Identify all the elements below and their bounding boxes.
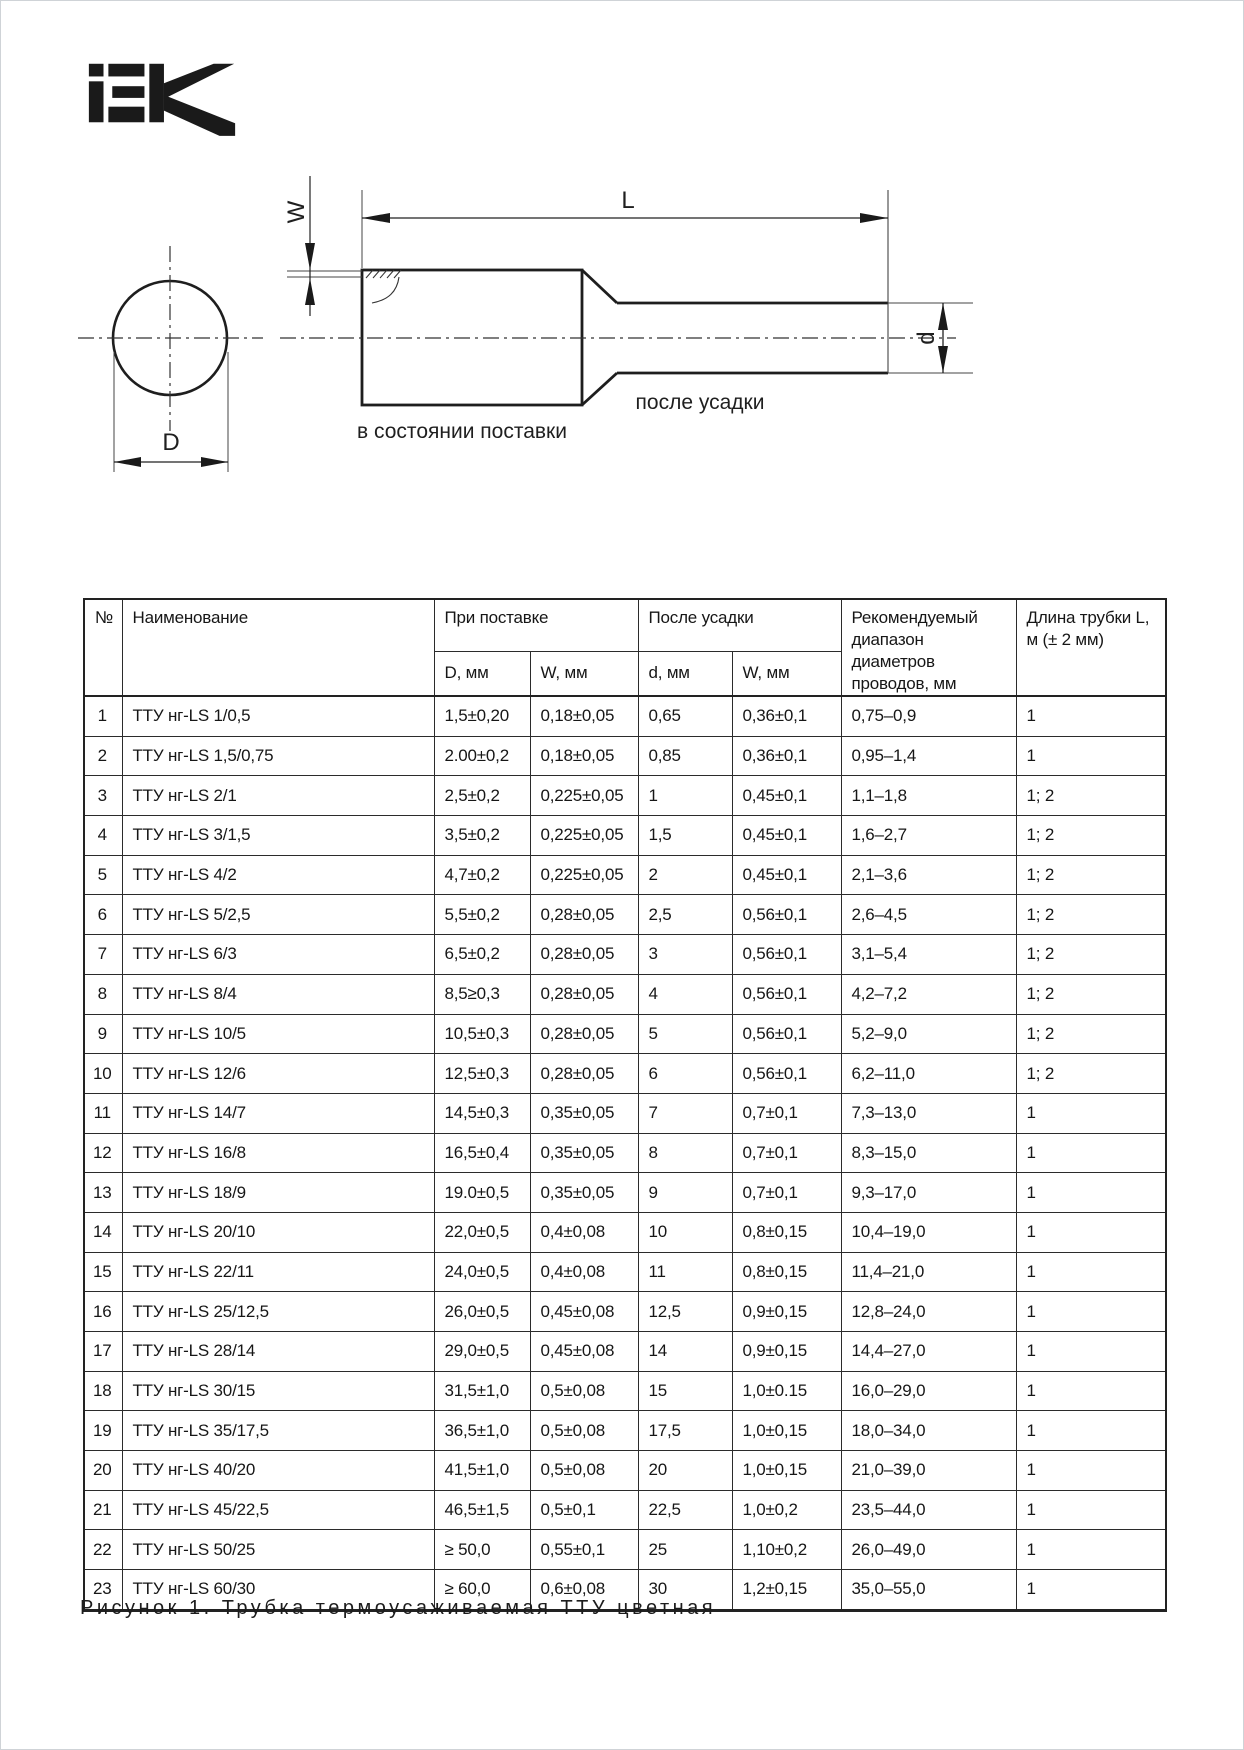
value-cell: 1 [1016,1212,1166,1252]
logo-k-lower-leg [164,95,235,136]
value-cell: 0,18±0,05 [530,736,638,776]
row-number: 12 [84,1133,122,1173]
table-row [84,1054,1166,1094]
value-cell: 1 [1016,736,1166,776]
value-cell: 0,7±0,1 [732,1173,841,1213]
row-number: 16 [84,1292,122,1332]
value-cell: 1 [1016,1490,1166,1530]
logo-e-top [108,64,144,77]
arrowhead [938,303,948,330]
value-cell: 5,2–9,0 [841,1014,1016,1054]
value-cell: 0,45±0,08 [530,1292,638,1332]
product-name: ТТУ нг-LS 30/15 [122,1371,434,1411]
header-range: Рекомендуемый диапазон диаметров проводов, мм [841,599,1016,696]
value-cell: 2 [638,855,732,895]
table-row [84,1490,1166,1530]
value-cell: 16,0–29,0 [841,1371,1016,1411]
value-cell: 26,0±0,5 [434,1292,530,1332]
product-name: ТТУ нг-LS 16/8 [122,1133,434,1173]
header-after-w: W, мм [732,651,841,696]
value-cell: 0,6±0,08 [530,1570,638,1611]
table-row [84,1252,1166,1292]
value-cell: 5 [638,1014,732,1054]
technical-drawing [0,140,1000,485]
value-cell: 23,5–44,0 [841,1490,1016,1530]
value-cell: 0,5±0,08 [530,1451,638,1491]
value-cell: 8 [638,1133,732,1173]
value-cell: 0,225±0,05 [530,855,638,895]
product-name: ТТУ нг-LS 50/25 [122,1530,434,1570]
value-cell: 1,0±0,2 [732,1490,841,1530]
taper-bottom [582,373,617,405]
logo-k-upper-arm [164,64,234,99]
table-row [84,776,1166,816]
value-cell: 0,35±0,05 [530,1133,638,1173]
row-number: 5 [84,855,122,895]
value-cell: 10,4–19,0 [841,1212,1016,1252]
header-length: Длина трубки L, м (± 2 мм) [1016,599,1166,696]
value-cell: 17,5 [638,1411,732,1451]
value-cell: 46,5±1,5 [434,1490,530,1530]
table-row [84,1093,1166,1133]
header-supply-d: D, мм [434,651,530,696]
arrowhead [114,457,141,467]
table-row [84,1014,1166,1054]
value-cell: 30 [638,1570,732,1611]
dim-label-L: L [621,187,635,214]
value-cell: 1,0±0.15 [732,1371,841,1411]
row-number: 10 [84,1054,122,1094]
row-number: 20 [84,1451,122,1491]
dim-label-W: W [283,200,310,224]
product-name: ТТУ нг-LS 3/1,5 [122,816,434,856]
value-cell: 0,56±0,1 [732,935,841,975]
arrowhead [362,213,390,223]
table-row [84,736,1166,776]
row-number: 2 [84,736,122,776]
product-name: ТТУ нг-LS 5/2,5 [122,895,434,935]
figure-caption: Рисунок 1. Трубка термоусаживаемая ТТУ цветная [80,1597,717,1619]
product-name: ТТУ нг-LS 28/14 [122,1332,434,1372]
logo-i-body [89,81,104,122]
value-cell: 14 [638,1332,732,1372]
value-cell: 9 [638,1173,732,1213]
value-cell: ≥ 60,0 [434,1570,530,1611]
value-cell: 25 [638,1530,732,1570]
value-cell: 0,5±0,1 [530,1490,638,1530]
value-cell: 1 [638,776,732,816]
value-cell: 4,2–7,2 [841,974,1016,1014]
value-cell: 0,18±0,05 [530,696,638,736]
value-cell: 1,0±0,15 [732,1451,841,1491]
value-cell: 35,0–55,0 [841,1570,1016,1611]
table-row [84,1371,1166,1411]
value-cell: 1,5 [638,816,732,856]
table-row [84,1530,1166,1570]
value-cell: 1; 2 [1016,855,1166,895]
value-cell: 29,0±0,5 [434,1332,530,1372]
row-number: 13 [84,1173,122,1213]
row-number: 6 [84,895,122,935]
value-cell: 1; 2 [1016,1054,1166,1094]
value-cell: 0,5±0,08 [530,1411,638,1451]
value-cell: 6,5±0,2 [434,935,530,975]
taper-top [582,270,617,303]
value-cell: 21,0–39,0 [841,1451,1016,1491]
product-name: ТТУ нг-LS 35/17,5 [122,1411,434,1451]
value-cell: 36,5±1,0 [434,1411,530,1451]
value-cell: 0,9±0,15 [732,1292,841,1332]
product-name: ТТУ нг-LS 18/9 [122,1173,434,1213]
product-name: ТТУ нг-LS 1,5/0,75 [122,736,434,776]
value-cell: 0,45±0,1 [732,816,841,856]
value-cell: 41,5±1,0 [434,1451,530,1491]
value-cell: 26,0–49,0 [841,1530,1016,1570]
value-cell: 8,5≥0,3 [434,974,530,1014]
value-cell: 10 [638,1212,732,1252]
table-body [84,696,1166,1610]
value-cell: 1 [1016,1292,1166,1332]
value-cell: 0,56±0,1 [732,895,841,935]
value-cell: 22,0±0,5 [434,1212,530,1252]
value-cell: 0,35±0,05 [530,1093,638,1133]
row-number: 18 [84,1371,122,1411]
product-name: ТТУ нг-LS 60/30 [122,1570,434,1611]
arrowhead [860,213,888,223]
value-cell: 22,5 [638,1490,732,1530]
dim-label-D: D [162,429,180,456]
product-name: ТТУ нг-LS 45/22,5 [122,1490,434,1530]
value-cell: 5,5±0,2 [434,895,530,935]
value-cell: 1 [1016,1371,1166,1411]
dim-label-d: d [913,331,940,345]
value-cell: 0,4±0,08 [530,1252,638,1292]
value-cell: 0,56±0,1 [732,1014,841,1054]
table-row [84,1292,1166,1332]
value-cell: 0,45±0,08 [530,1332,638,1372]
value-cell: 0,225±0,05 [530,816,638,856]
row-number: 3 [84,776,122,816]
value-cell: 0,4±0,08 [530,1212,638,1252]
value-cell: 1,2±0,15 [732,1570,841,1611]
value-cell: 0,85 [638,736,732,776]
value-cell: 8,3–15,0 [841,1133,1016,1173]
row-number: 23 [84,1570,122,1611]
row-number: 19 [84,1411,122,1451]
value-cell: 14,5±0,3 [434,1093,530,1133]
value-cell: 20 [638,1451,732,1491]
value-cell: 19.0±0,5 [434,1173,530,1213]
table-header [84,599,1166,696]
row-number: 17 [84,1332,122,1372]
value-cell: 1,6–2,7 [841,816,1016,856]
value-cell: 0,55±0,1 [530,1530,638,1570]
row-number: 1 [84,696,122,736]
value-cell: 0,56±0,1 [732,1054,841,1094]
row-number: 11 [84,1093,122,1133]
value-cell: 1; 2 [1016,776,1166,816]
logo-i-dot [89,64,104,77]
product-name: ТТУ нг-LS 20/10 [122,1212,434,1252]
value-cell: 0,45±0,1 [732,855,841,895]
value-cell: 2,5±0,2 [434,776,530,816]
value-cell: 3 [638,935,732,975]
value-cell: 15 [638,1371,732,1411]
value-cell: 3,5±0,2 [434,816,530,856]
value-cell: 2.00±0,2 [434,736,530,776]
header-after-d: d, мм [638,651,732,696]
value-cell: 0,9±0,15 [732,1332,841,1372]
value-cell: 3,1–5,4 [841,935,1016,975]
logo-e-bottom [108,107,144,123]
value-cell: 14,4–27,0 [841,1332,1016,1372]
arrowhead [305,278,315,305]
row-number: 21 [84,1490,122,1530]
value-cell: 1,0±0,15 [732,1411,841,1451]
value-cell: ≥ 50,0 [434,1530,530,1570]
value-cell: 24,0±0,5 [434,1252,530,1292]
value-cell: 2,5 [638,895,732,935]
row-number: 4 [84,816,122,856]
value-cell: 0,65 [638,696,732,736]
value-cell: 11 [638,1252,732,1292]
table-row [84,1133,1166,1173]
row-number: 22 [84,1530,122,1570]
arrowhead [201,457,228,467]
logo-e-mid [112,86,144,98]
value-cell: 0,36±0,1 [732,736,841,776]
value-cell: 0,36±0,1 [732,696,841,736]
table-row [84,855,1166,895]
label-supply-state: в состоянии поставки [357,420,567,443]
logo-k-stem [149,64,164,123]
label-after-shrink: после усадки [635,391,765,414]
value-cell: 1 [1016,1173,1166,1213]
value-cell: 1 [1016,1332,1166,1372]
value-cell: 6,2–11,0 [841,1054,1016,1094]
product-name: ТТУ нг-LS 12/6 [122,1054,434,1094]
product-name: ТТУ нг-LS 22/11 [122,1252,434,1292]
value-cell: 1; 2 [1016,935,1166,975]
table-row [84,1411,1166,1451]
value-cell: 1,10±0,2 [732,1530,841,1570]
value-cell: 1 [1016,1451,1166,1491]
value-cell: 6 [638,1054,732,1094]
value-cell: 2,1–3,6 [841,855,1016,895]
value-cell: 0,7±0,1 [732,1133,841,1173]
value-cell: 1 [1016,1133,1166,1173]
value-cell: 1 [1016,1411,1166,1451]
value-cell: 0,45±0,1 [732,776,841,816]
row-number: 14 [84,1212,122,1252]
value-cell: 4,7±0,2 [434,855,530,895]
value-cell: 0,8±0,15 [732,1212,841,1252]
value-cell: 18,0–34,0 [841,1411,1016,1451]
value-cell: 0,225±0,05 [530,776,638,816]
value-cell: 9,3–17,0 [841,1173,1016,1213]
value-cell: 1; 2 [1016,816,1166,856]
product-name: ТТУ нг-LS 25/12,5 [122,1292,434,1332]
table-row [84,1212,1166,1252]
product-name: ТТУ нг-LS 4/2 [122,855,434,895]
product-name: ТТУ нг-LS 2/1 [122,776,434,816]
row-number: 7 [84,935,122,975]
value-cell: 1,1–1,8 [841,776,1016,816]
value-cell: 2,6–4,5 [841,895,1016,935]
value-cell: 12,5±0,3 [434,1054,530,1094]
table-row [84,974,1166,1014]
product-name: ТТУ нг-LS 10/5 [122,1014,434,1054]
value-cell: 0,28±0,05 [530,1014,638,1054]
table-row [84,935,1166,975]
table-row [84,696,1166,736]
value-cell: 1; 2 [1016,1014,1166,1054]
value-cell: 0,28±0,05 [530,895,638,935]
value-cell: 1 [1016,1570,1166,1611]
row-number: 15 [84,1252,122,1292]
value-cell: 0,5±0,08 [530,1371,638,1411]
product-name: ТТУ нг-LS 6/3 [122,935,434,975]
value-cell: 1 [1016,696,1166,736]
value-cell: 1; 2 [1016,974,1166,1014]
value-cell: 1 [1016,1093,1166,1133]
value-cell: 0,28±0,05 [530,974,638,1014]
value-cell: 7,3–13,0 [841,1093,1016,1133]
header-after-group: После усадки [638,599,841,651]
table-row [84,895,1166,935]
value-cell: 0,7±0,1 [732,1093,841,1133]
iek-logo [84,52,240,136]
value-cell: 16,5±0,4 [434,1133,530,1173]
table-row [84,816,1166,856]
value-cell: 10,5±0,3 [434,1014,530,1054]
arrowhead [305,243,315,270]
header-num: № [84,599,122,696]
row-number: 9 [84,1014,122,1054]
spec-table [83,598,1167,1612]
product-name: ТТУ нг-LS 14/7 [122,1093,434,1133]
value-cell: 0,35±0,05 [530,1173,638,1213]
value-cell: 0,95–1,4 [841,736,1016,776]
product-name: ТТУ нг-LS 40/20 [122,1451,434,1491]
value-cell: 0,75–0,9 [841,696,1016,736]
value-cell: 1 [1016,1252,1166,1292]
value-cell: 1 [1016,1530,1166,1570]
row-number: 8 [84,974,122,1014]
arrowhead [938,346,948,373]
value-cell: 7 [638,1093,732,1133]
header-name: Наименование [122,599,434,696]
value-cell: 1; 2 [1016,895,1166,935]
value-cell: 0,56±0,1 [732,974,841,1014]
value-cell: 12,5 [638,1292,732,1332]
header-supply-w: W, мм [530,651,638,696]
product-name: ТТУ нг-LS 8/4 [122,974,434,1014]
value-cell: 31,5±1,0 [434,1371,530,1411]
value-cell: 4 [638,974,732,1014]
value-cell: 12,8–24,0 [841,1292,1016,1332]
table-row [84,1451,1166,1491]
value-cell: 1,5±0,20 [434,696,530,736]
table-row [84,1173,1166,1213]
table-row [84,1332,1166,1372]
header-supply-group: При поставке [434,599,638,651]
value-cell: 0,28±0,05 [530,935,638,975]
product-name: ТТУ нг-LS 1/0,5 [122,696,434,736]
value-cell: 0,8±0,15 [732,1252,841,1292]
value-cell: 11,4–21,0 [841,1252,1016,1292]
value-cell: 0,28±0,05 [530,1054,638,1094]
